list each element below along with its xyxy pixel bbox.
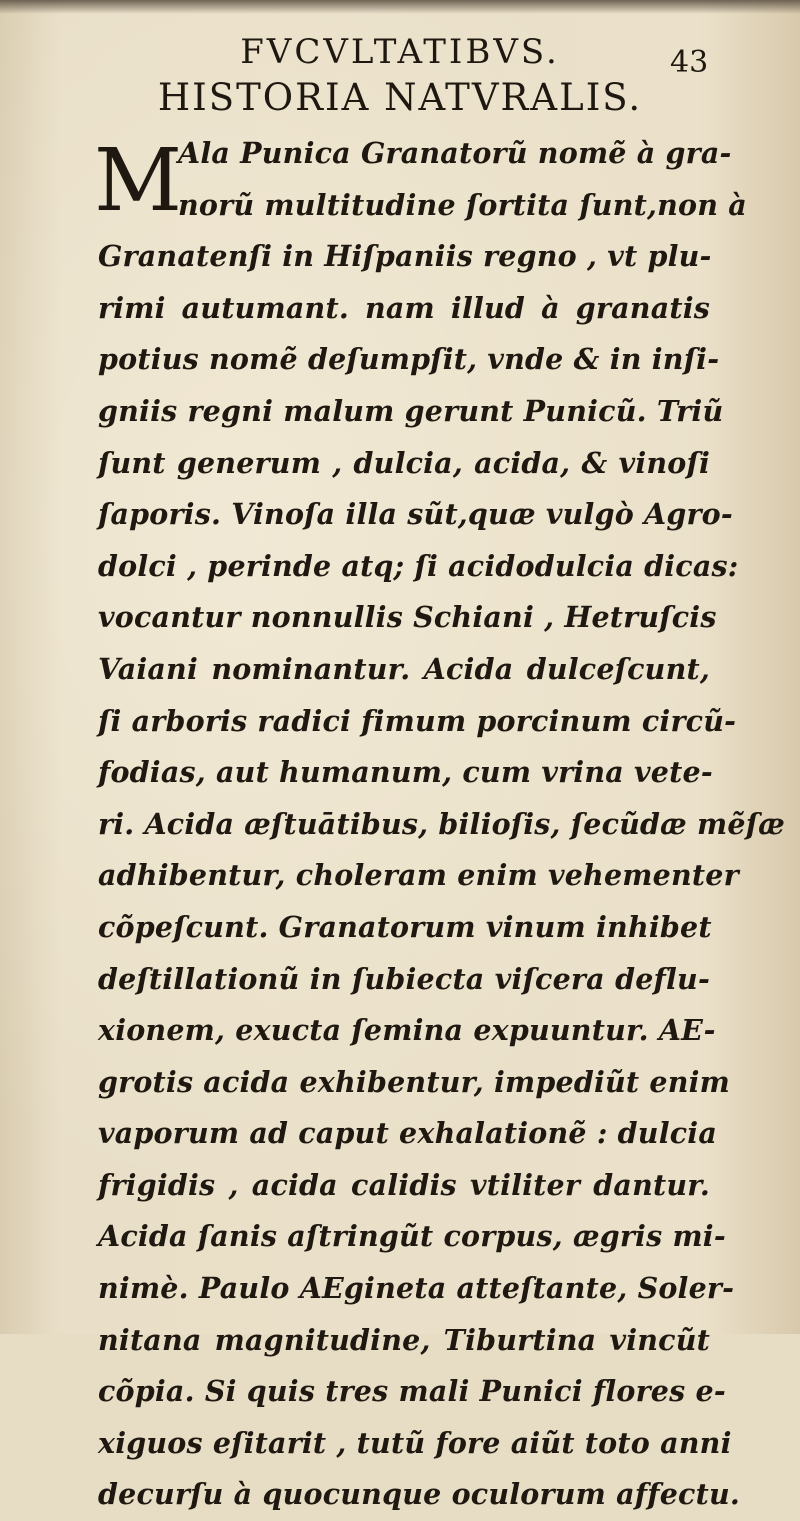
text-line: xiguos eſitarit , tutũ fore aiũt toto anni xyxy=(98,1425,732,1460)
text-line: vaporum ad caput exhalationẽ : dulcia xyxy=(98,1116,717,1151)
text-line: vocantur nonnullis Schiani , Hetruſcis xyxy=(98,600,717,635)
section-title: HISTORIA NATVRALIS. xyxy=(157,76,643,119)
text-line: potius nomẽ deſumpſit, vnde & in inſi- xyxy=(98,342,720,377)
text-line: deſtillationũ in ſubiecta viſcera deflu- xyxy=(98,961,710,996)
text-line: rimi autumant. nam illud à granatis xyxy=(98,290,710,325)
text-line: xionem, exucta ſemina expuuntur. AE- xyxy=(98,1013,716,1048)
text-line: gniis regni malum gerunt Punicũ. Triũ xyxy=(98,393,724,428)
text-line: norũ multitudine ſortita ſunt,non à xyxy=(178,187,747,222)
text-line: cõpia. Si quis tres mali Punici flores e- xyxy=(98,1374,726,1409)
text-line: adhibentur, choleram enim vehementer xyxy=(98,858,739,893)
page-number: 43 xyxy=(670,45,709,80)
text-line: nimè. Paulo AEgineta atteſtante, Soler- xyxy=(98,1271,735,1306)
text-line: nitana magnitudine, Tiburtina vincũt xyxy=(98,1322,710,1357)
text-line: Granatenſi in Hiſpaniis regno , vt plu- xyxy=(98,239,712,274)
drop-cap: M xyxy=(94,131,183,231)
text-line: frigidis , acida calidis vtiliter dantur. xyxy=(98,1167,710,1202)
text-line: Vaiani nominantur. Acida dulceſcunt, xyxy=(98,651,710,686)
text-line: ſi arboris radici fimum porcinum circũ- xyxy=(98,703,737,738)
page-top-shadow xyxy=(0,0,800,14)
text-line: dolci , perinde atq; ſi acidodulcia dicas: xyxy=(98,548,739,583)
text-line: ſunt generum , dulcia, acida, & vinoſi xyxy=(98,445,710,480)
running-head: FVCVLTATIBVS. xyxy=(240,32,560,72)
text-line: Acida ſanis aſtringũt corpus, ægris mi- xyxy=(98,1219,726,1254)
text-line: fodias, aut humanum, cum vrina vete- xyxy=(98,755,713,790)
text-line: decurſu à quocunque oculorum affectu. xyxy=(98,1477,741,1512)
text-line: ſaporis. Vinoſa illa sũt,quæ vulgò Agro- xyxy=(98,497,733,532)
text-line: ri. Acida æſtuātibus, bilioſis, ſecũdæ mẽſæ xyxy=(98,806,785,841)
text-line: grotis acida exhibentur, impediũt enim xyxy=(98,1064,731,1099)
body-text xyxy=(98,128,785,1521)
text-line: cõpeſcunt. Granatorum vinum inhibet xyxy=(98,909,712,944)
text-line: Ala Punica Granatorũ nomẽ à gra- xyxy=(178,136,732,170)
